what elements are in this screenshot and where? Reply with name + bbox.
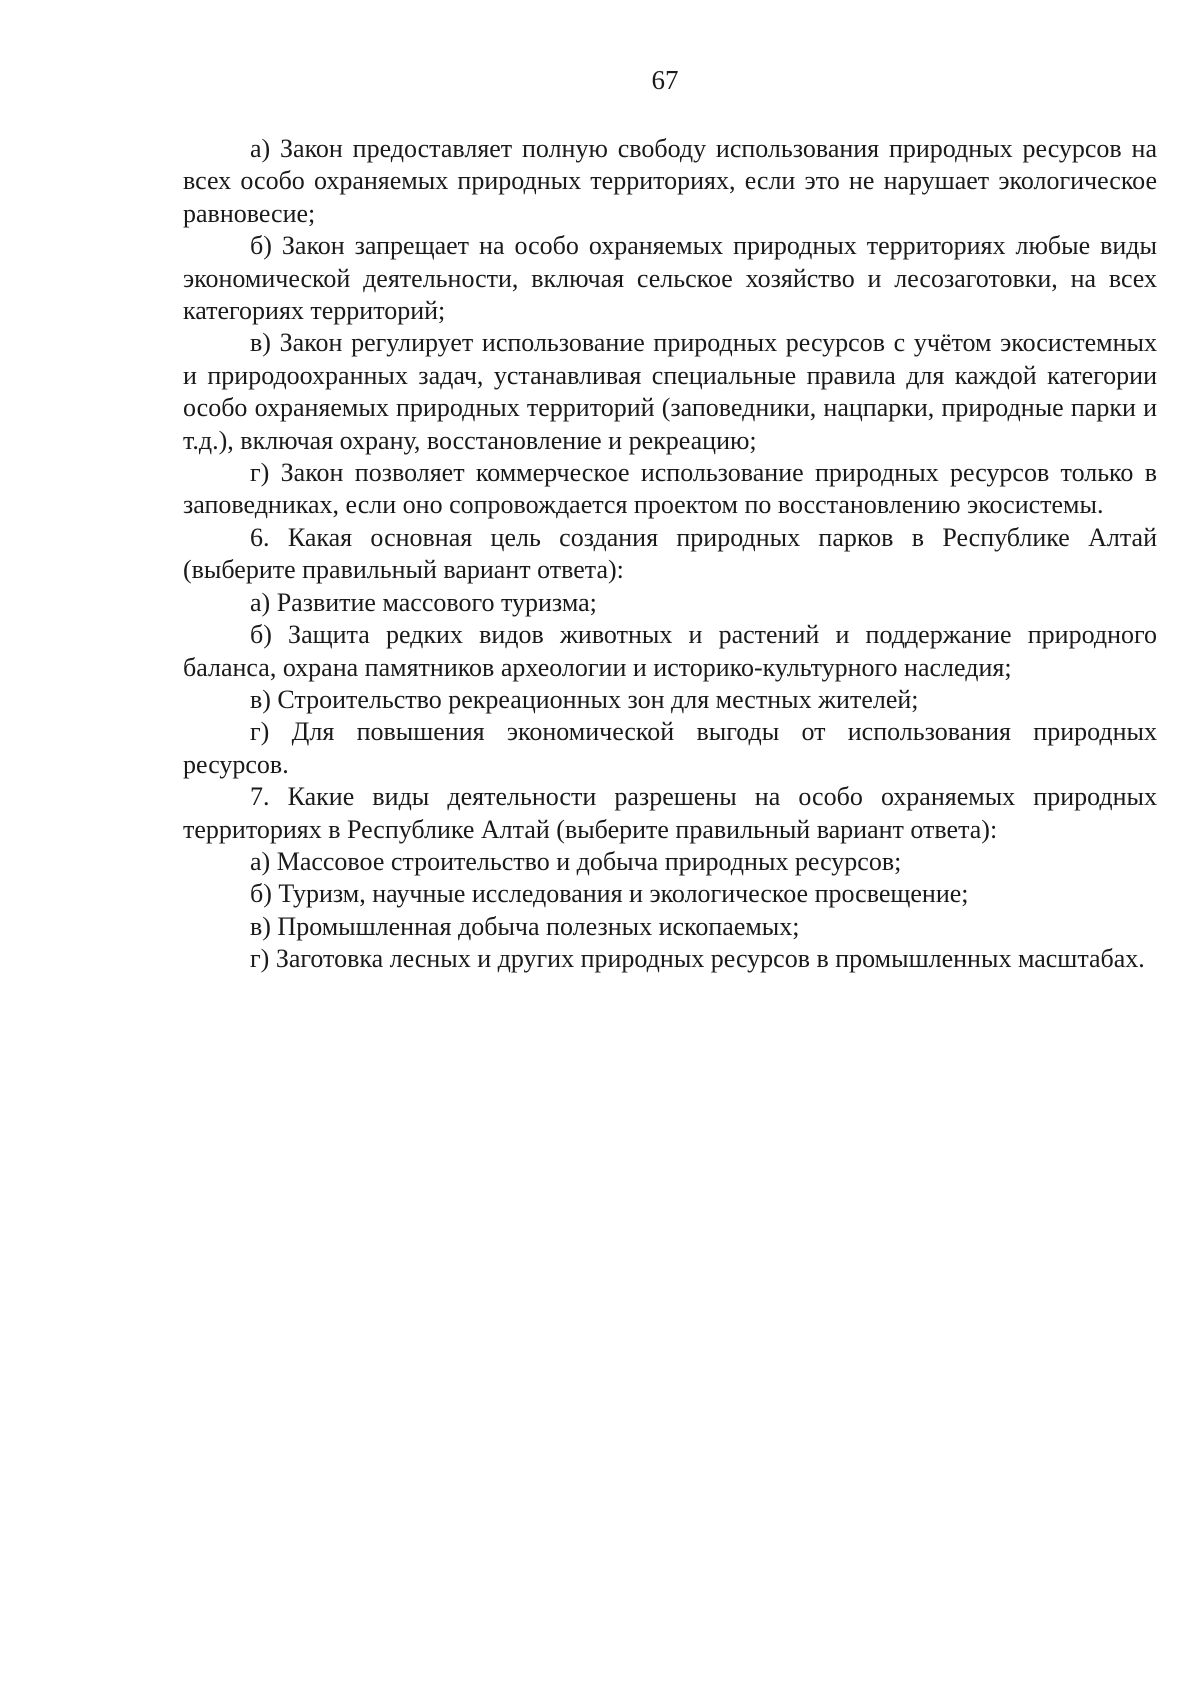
question-6: 6. Какая основная цель создания природных парков в Республике Алтай (выберите правильный вариант ответа):: [183, 522, 1157, 585]
option-7b: б) Туризм, научные исследования и экологическое просвещение;: [250, 879, 969, 909]
option-7v: в) Промышленная добыча полезных ископаемых;: [250, 911, 800, 941]
option-5v: в) Закон регулирует использование природных ресурсов с учётом экосистемных и природоохранных задач, устанавливая специальные правила для каждой категории особо охраняемых природных территорий (заповедники, нацпарки, природные парки и т.д.), включая охрану, восстановление и рекреацию;: [183, 328, 1157, 455]
option-7g: г) Заготовка лесных и других природных ресурсов в промышленных масштабах.: [250, 944, 1145, 974]
option-5a: а) Закон предоставляет полную свободу использования природных ресурсов на всех особо охраняемых природных территориях, если это не нарушает экологическое равновесие;: [183, 134, 1157, 228]
page-number: 67: [651, 65, 679, 95]
document-body: [183, 133, 1157, 976]
question-7: 7. Какие виды деятельности разрешены на особо охраняемых природных территориях в Республике Алтай (выберите правильный вариант ответа):: [183, 782, 1157, 844]
option-6v: в) Строительство рекреационных зон для местных жителей;: [250, 684, 919, 714]
option-6g: г) Для повышения экономической выгоды от использования природных ресурсов.: [183, 717, 1157, 779]
option-5b: б) Закон запрещает на особо охраняемых природных территориях любые виды экономической деятельности, включая сельское хозяйство и лесозаготовки, на всех категориях территорий;: [183, 231, 1157, 326]
option-6b: б) Защита редких видов животных и растений и поддержание природного баланса, охрана памятников археологии и историко-культурного наследия;: [183, 620, 1157, 682]
option-5g: г) Закон позволяет коммерческое использование природных ресурсов только в заповедниках, если оно сопровождается проектом по восстановлению экосистемы.: [183, 458, 1157, 520]
option-7a: а) Массовое строительство и добыча природных ресурсов;: [250, 846, 902, 876]
option-6a: а) Развитие массового туризма;: [250, 587, 597, 617]
